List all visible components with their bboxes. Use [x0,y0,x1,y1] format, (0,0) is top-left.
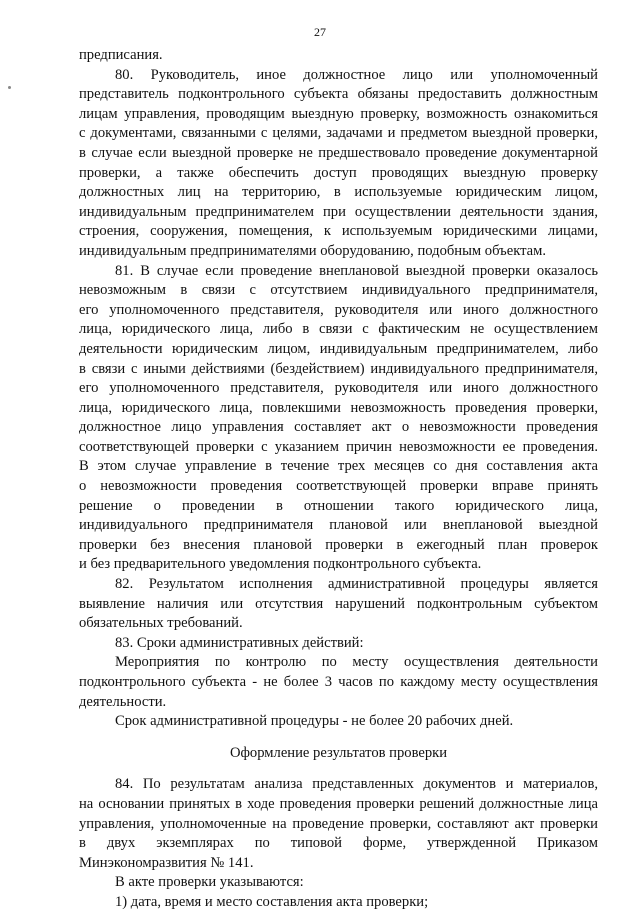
text-line: 82. Результатом исполнения административной процедуры является [115,576,598,593]
section-title: Оформление результатов проверки [229,744,448,761]
text-line: в двух экземплярах по типовой форме, утвержденной Приказом [79,835,598,852]
text-line: 1) дата, время и место составления акта проверки; [115,893,429,910]
page-number: 27 [314,25,326,39]
text-line: предписания. [79,47,163,63]
text-line: лицам управления, проводящим выездную проверку, возможность ознакомиться [79,105,598,122]
text-line: должностное лицо управления составляет акт о невозможности проведения [79,419,598,436]
text-line: индивидуальным предпринимателями оборудованию, подобным объектам. [79,242,547,259]
text-line: строения, сооружения, помещения, к используемым юридическими лицами, [79,223,598,240]
text-line: Мероприятия по контролю по месту осуществления деятельности [115,654,598,671]
text-line: и без предварительного уведомления подконтрольного субъекта. [79,556,482,573]
text-line: его уполномоченного представителя, руководителя или иного должностного [79,301,598,318]
text-line: на основании принятых в ходе проведения проверки решений должностные лица [79,795,598,812]
text-line: о невозможности проведения соответствующей проверки вправе принять [79,478,598,495]
text-line: в связи с иными действиями (бездействием) индивидуального предпринимателя, [79,360,598,377]
text-line: лица, юридического лица, повлекшими невозможность проведения проверки, [79,399,598,416]
text-line: выявление наличия или отсутствия нарушений подконтрольным субъектом [79,595,598,612]
text-line: невозможным в связи с отсутствием индивидуального предпринимателя, [79,282,598,299]
paragraphs-part-1 [79,46,598,732]
text-line: деятельности юридическим лицом, индивидуальным предпринимателем, либо [79,340,598,357]
text-line: решение о проведении в отношении такого юридического лица, [79,497,598,514]
text-line: индивидуального предпринимателя плановой или внеплановой выездной [79,517,598,534]
text-line: Минэкономразвития № 141. [79,854,254,871]
text-line: соответствующей проверки с указанием причин невозможности ее проведения. [79,438,598,455]
text-line: подконтрольного субъекта - не более 3 часов по каждому месту осуществления [79,674,598,690]
text-line: 84. По результатам анализа представленных документов и материалов, [115,776,598,793]
text-line: В акте проверки указываются: [115,874,304,891]
text-line: 81. В случае если проведение внеплановой выездной проверки оказалось [115,262,598,279]
text-line: должностных лиц на территорию, в используемые юридическим лицом, [79,184,598,201]
text-line: деятельности. [79,693,167,710]
paragraphs-part-2 [79,775,598,912]
text-line: в случае если выездной проверке не предшествовало проведение документарной [79,144,598,161]
text-line: проверки без внесения плановой проверки в ежегодный план проверок [79,536,598,553]
text-line: лица, юридического лица, либо в связи с фактическим не осуществлением [79,321,598,338]
text-line: 80. Руководитель, иное должностное лицо или уполномоченный [115,66,598,83]
text-line: с документами, связанными с целями, задачами и предметом выездной проверки, [79,125,598,142]
text-line: проверки, а также обеспечить доступ проводящих выездную проверку [79,164,598,181]
text-line: индивидуальным предпринимателем при осуществлении деятельности здания, [79,203,598,220]
document-body [79,46,598,913]
margin-mark [8,86,11,89]
text-line: управления, уполномоченные на проведение проверки, составляют акт проверки [79,815,598,832]
text-line: Срок административной процедуры - не более 20 рабочих дней. [115,713,514,730]
text-line: 83. Сроки административных действий: [115,634,364,651]
text-line: обязательных требований. [79,615,243,632]
text-line: представитель подконтрольного субъекта обязаны предоставить должностным [79,86,598,103]
text-line: его уполномоченного представителя, руководителя или иного должностного [79,380,598,397]
text-line: В этом случае управление в течение трех месяцев со дня составления акта [79,458,598,475]
